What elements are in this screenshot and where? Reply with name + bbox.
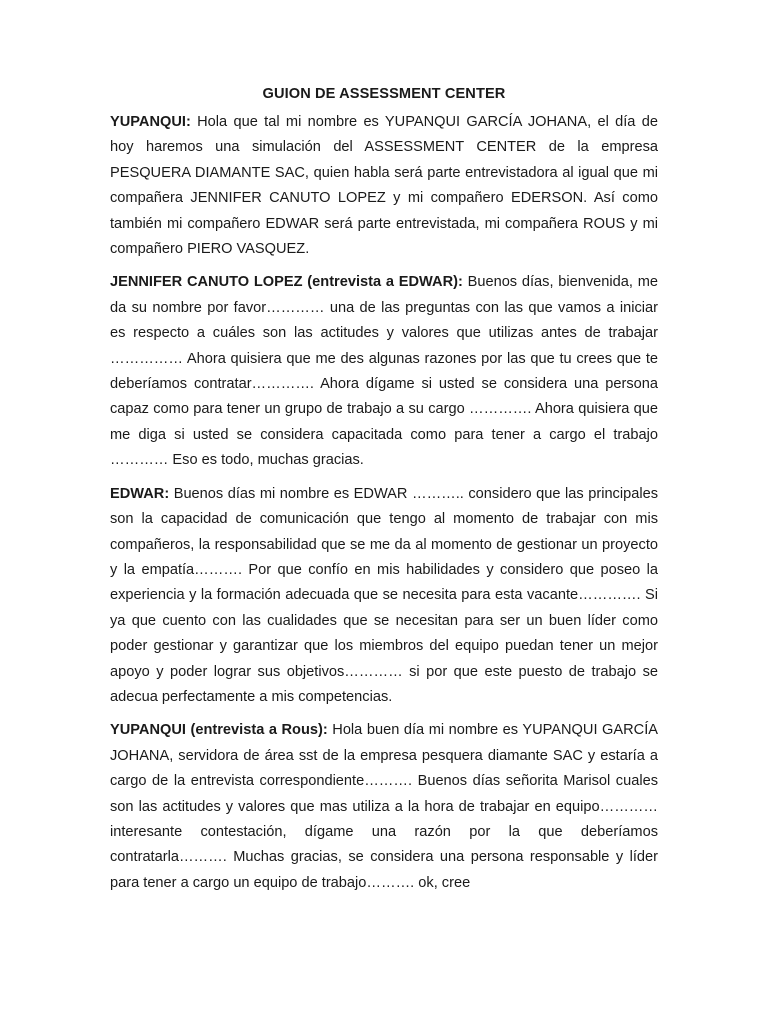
speaker-label: YUPANQUI (entrevista a Rous): (110, 722, 328, 739)
paragraph-text: Buenos días mi nombre es EDWAR ……….. considero que las principales son la capacidad de comunicación que tengo al momento de trabajar con mis compañeros, la responsabilidad que se me da al momento de gestionar un proyecto y la empatía………. Por que confío en mis habilidades y considero que poseo la experiencia y la formación adecuada que se necesita para esta vacante…………. Si ya que cuento con las cualidades que se necesitan para ser un buen líder como poder gestionar y garantizar que los miembros del equipo puedan tener un mejor apoyo y poder lograr sus objetivos………… si por que este puesto de trabajo se adecua perfectamente a mis competencias. (110, 485, 658, 705)
paragraph-yupanqui-interview (110, 718, 658, 896)
speaker-label: JENNIFER CANUTO LOPEZ (entrevista a EDWAR): (110, 274, 463, 291)
speaker-label: EDWAR: (110, 485, 170, 502)
paragraph-edwar-answers (110, 482, 658, 711)
paragraph-text: Hola buen día mi nombre es YUPANQUI GARCÍA JOHANA, servidora de área sst de la empresa pesquera diamante SAC y estaría a cargo de la entrevista correspondiente………. Buenos días señorita Marisol cuales son las actitudes y valores que mas utiliza a la hora de trabajar en equipo………… interesante contestación, dígame una razón por la que deberíamos contratarla………. Muchas gracias, se considera una persona responsable y líder para tener a cargo un equipo de trabajo………. ok, cree (110, 722, 659, 891)
speaker-label: YUPANQUI: (110, 114, 191, 130)
document-title: GUION DE ASSESSMENT CENTER (262, 86, 506, 102)
paragraph-text: Hola que tal mi nombre es YUPANQUI GARCÍA JOHANA, el día de hoy haremos una simulación del ASSESSMENT CENTER de la empresa PESQUERA DIAMANTE SAC, quien habla será parte entrevistadora al igual que mi compañera JENNIFER CANUTO LOPEZ y mi compañero EDERSON. Así como también mi compañero EDWAR será parte entrevistada, mi compañera ROUS y mi compañero PIERO VASQUEZ. (110, 114, 658, 258)
paragraph-yupanqui-intro (110, 110, 658, 262)
paragraph-text: Buenos días, bienvenida, me da su nombre por favor………… una de las preguntas con las que vamos a iniciar es respecto a cuáles son las actitudes y valores que utilizas antes de trabajar …………… Ahora quisiera que me des algunas razones por las que tu crees que te deberíamos contratar…………. Ahora dígame si usted se considera una persona capaz como para tener un grupo de trabajo a su cargo …………. Ahora quisiera que me diga si usted se considera capacitada como para tener a cargo el trabajo ………… Eso es todo, muchas gracias. (110, 274, 658, 469)
paragraph-jennifer-interview (110, 270, 658, 473)
